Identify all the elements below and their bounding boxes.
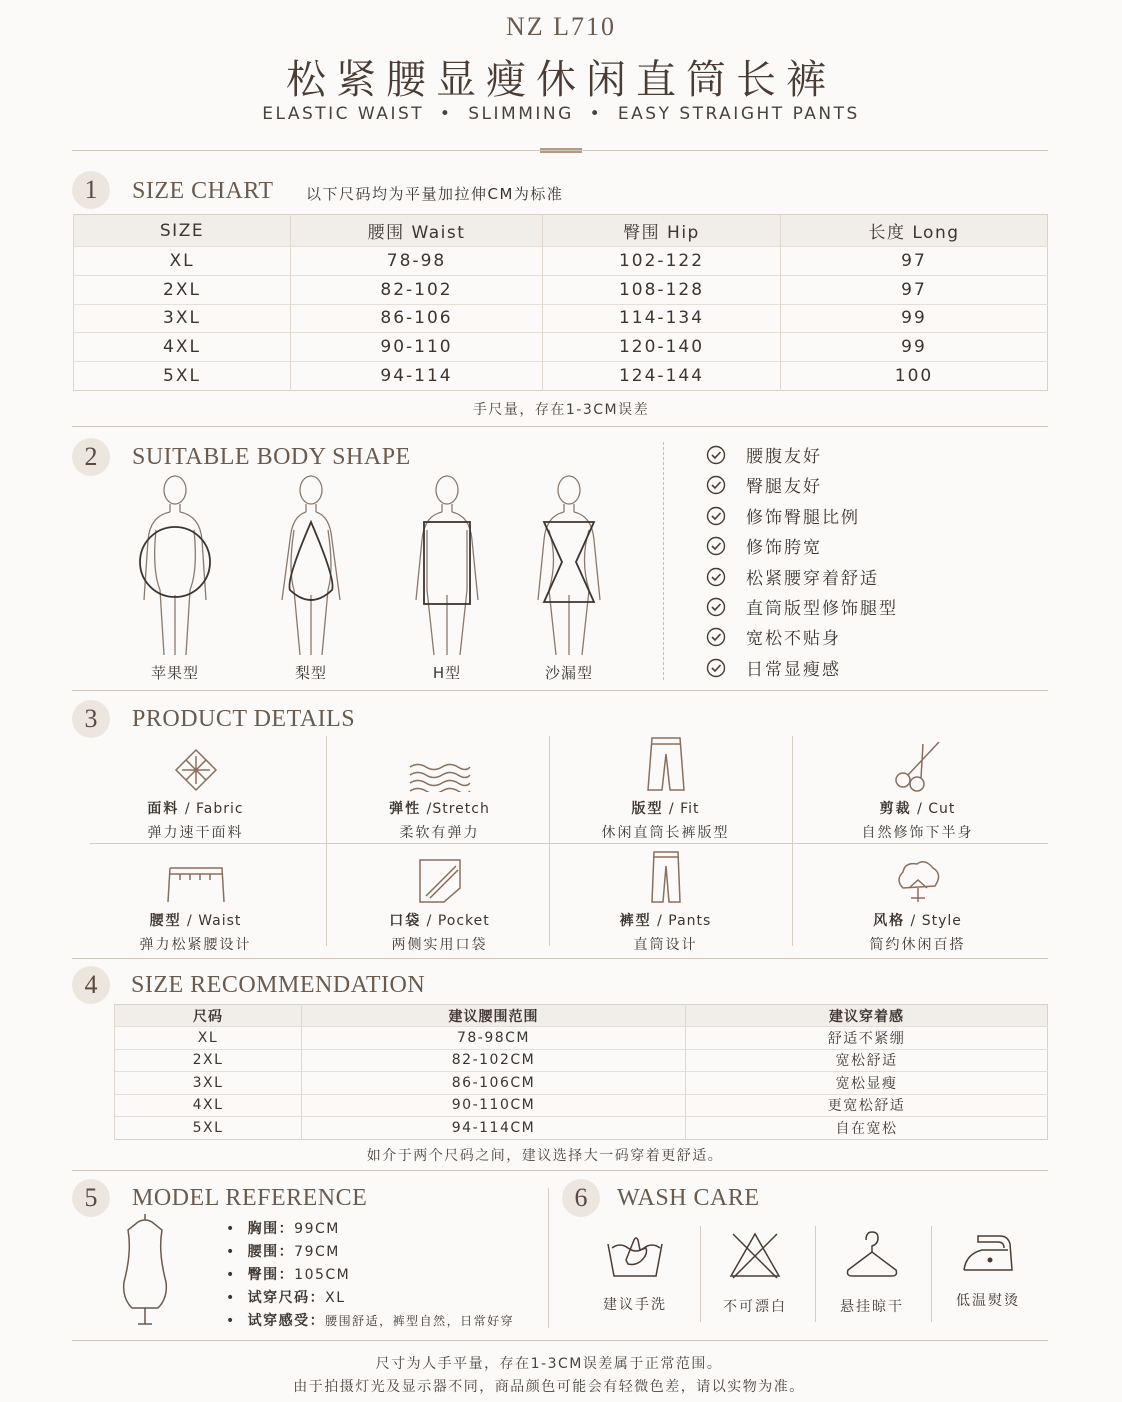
wash-label: 悬挂晾干 [840,1299,904,1315]
no-bleach-icon [727,1230,783,1280]
detail-title-en: / Waist [187,913,242,929]
wash-item [814,1230,930,1316]
table-row [115,1094,1048,1117]
column-header: SIZE [74,215,291,247]
detail-title-en: / Fit [668,801,700,817]
table-cell: 94-114 [291,362,543,391]
divider [72,690,1048,691]
detail-desc: 简约休闲百搭 [869,937,966,953]
detail-title: 腰型 [149,913,182,929]
feature-item [706,472,822,497]
size-chart-footnote: 手尺量，存在1-3CM误差 [472,402,650,418]
detail-fabric [74,730,317,842]
straight-pants-icon [650,850,682,904]
detail-title-en: / Cut [917,801,956,817]
table-cell: 114-134 [543,304,781,333]
table-row [74,275,1048,304]
table-cell: 86-106 [291,304,543,333]
table-cell: 100 [781,362,1048,391]
column-header: 长度 Long [781,215,1048,247]
table-cell: XL [74,247,291,276]
column-header: 臀围 Hip [543,215,781,247]
table-cell: XL [115,1027,302,1050]
hourglass-shape-figure-icon [524,470,614,660]
table-cell: 90-110CM [302,1094,686,1117]
detail-title: 裤型 [619,913,652,929]
table-cell: 宽松显瘦 [686,1072,1048,1095]
measure-key: 试穿尺码： [247,1290,326,1306]
section-title: PRODUCT DETAILS [132,706,356,732]
pocket-icon [418,858,462,904]
table-row [74,362,1048,391]
h-shape-figure-icon [402,470,492,660]
measure-value: 腰围舒适，裤型自然，日常好穿 [325,1314,515,1328]
detail-title: 弹性 [389,801,422,817]
measure-value: 79CM [294,1244,340,1260]
measure-value: XL [325,1290,346,1306]
feature-label: 日常显瘦感 [746,660,841,680]
detail-desc: 弹力速干面料 [147,825,244,841]
fabric-knot-icon [172,748,220,792]
table-cell: 宽松舒适 [686,1049,1048,1072]
table-row [115,1072,1048,1095]
divider [72,958,1048,959]
table-cell: 78-98CM [302,1027,686,1050]
wash-label: 不可漂白 [723,1299,787,1315]
table-cell: 4XL [74,333,291,362]
dress-form-icon [118,1212,172,1328]
size-recommendation-table [114,1004,1048,1140]
feature-item [706,533,822,558]
table-cell: 2XL [115,1049,302,1072]
section-number: 1 [72,171,110,209]
check-circle-icon [706,597,726,617]
table-row [74,247,1048,276]
divider [72,150,1048,151]
check-circle-icon [706,506,726,526]
measure-key: 腰围： [247,1244,295,1260]
check-circle-icon [706,475,726,495]
detail-title-en: / Pants [657,913,712,929]
model-measurement: • 臀围：105CM [226,1267,351,1283]
wash-label: 建议手洗 [603,1297,667,1313]
table-cell: 86-106CM [302,1072,686,1095]
table-row [74,304,1048,333]
footer-note-2: 由于拍摄灯光及显示器不同，商品颜色可能会有轻微色差，请以实物为准。 [293,1379,805,1395]
table-row [74,333,1048,362]
detail-desc: 两侧实用口袋 [391,937,488,953]
size-rec-footnote: 如介于两个尺码之间，建议选择大一码穿着更舒适。 [366,1148,724,1164]
check-circle-icon [706,658,726,678]
table-cell: 3XL [74,304,291,333]
feature-label: 直筒版型修饰腿型 [746,599,898,619]
shape-label-h: H型 [432,664,462,682]
section-number: 4 [72,966,110,1004]
section-number: 5 [72,1179,110,1217]
feature-item [706,655,841,680]
detail-pants [544,842,787,954]
table-cell: 3XL [115,1072,302,1095]
feature-label: 修饰臀腿比例 [746,508,860,528]
measure-value: 99CM [294,1221,340,1237]
detail-title-en: / Fabric [184,801,244,817]
table-cell: 102-122 [543,247,781,276]
table-cell: 82-102 [291,275,543,304]
divider [72,426,1048,427]
wash-item [577,1230,693,1314]
wash-item [697,1230,813,1316]
grid-divider [792,736,793,946]
low-iron-icon [960,1230,1016,1274]
size-chart-note: 以下尺码均为平量加拉伸CM为标准 [306,185,564,203]
feature-label: 臀腿友好 [746,477,822,497]
section-number: 2 [72,438,110,476]
column-header: 建议穿着感 [686,1005,1048,1027]
hand-wash-icon [606,1230,664,1278]
apple-shape-figure-icon [130,470,220,660]
table-cell: 120-140 [543,333,781,362]
size-chart-table [73,214,1048,391]
section-title: SIZE CHART [132,178,274,204]
detail-style [796,842,1039,954]
section-divider-dashed [663,442,664,680]
table-cell: 97 [781,275,1048,304]
model-measurement: • 试穿尺码：XL [226,1290,346,1306]
detail-title: 风格 [873,913,906,929]
detail-waist [74,842,317,954]
table-cell: 82-102CM [302,1049,686,1072]
detail-desc: 休闲直筒长裤版型 [601,825,730,841]
detail-title: 口袋 [389,913,422,929]
measure-key: 胸围： [247,1221,295,1237]
detail-title: 剪裁 [879,801,912,817]
detail-title-en: / Style [910,913,962,929]
wash-item [930,1230,1046,1310]
feature-item [706,503,860,528]
detail-title-en: / Pocket [426,913,490,929]
check-circle-icon [706,445,726,465]
page-subtitle: ELASTIC WAIST • SLIMMING • EASY STRAIGHT PANTS [262,104,860,124]
section-number: 3 [72,700,110,738]
check-circle-icon [706,627,726,647]
section-title: SIZE RECOMMENDATION [131,972,426,998]
feature-label: 宽松不贴身 [746,629,841,649]
measure-key: 试穿感受： [247,1313,326,1329]
scissors-icon [893,738,943,792]
divider [72,1170,1048,1171]
shape-label-pear: 梨型 [294,664,327,682]
detail-title-en: /Stretch [426,801,490,817]
table-cell: 更宽松舒适 [686,1094,1048,1117]
product-code: NZ L710 [505,12,617,41]
feature-item [706,624,841,649]
check-circle-icon [706,536,726,556]
page-title: 松紧腰显瘦休闲直筒长裤 [286,57,836,103]
detail-pocket [318,842,561,954]
table-cell: 99 [781,304,1048,333]
divider [72,1340,1048,1341]
table-cell: 97 [781,247,1048,276]
column-header: 腰围 Waist [291,215,543,247]
column-header: 建议腰围范围 [302,1005,686,1027]
detail-title: 面料 [147,801,180,817]
detail-stretch [318,730,561,842]
feature-item [706,442,822,467]
hang-dry-icon [844,1230,900,1280]
feature-item [706,594,898,619]
pear-shape-figure-icon [266,470,356,660]
shape-label-apple: 苹果型 [150,664,199,682]
detail-desc: 柔软有弹力 [399,825,480,841]
cotton-icon [893,858,943,904]
table-cell: 108-128 [543,275,781,304]
table-cell: 2XL [74,275,291,304]
table-cell: 自在宽松 [686,1117,1048,1140]
shape-label-hourglass: 沙漏型 [544,664,593,682]
feature-label: 修饰胯宽 [746,538,822,558]
table-cell: 5XL [74,362,291,391]
wash-label: 低温熨烫 [956,1293,1020,1309]
table-cell: 90-110 [291,333,543,362]
column-header: 尺码 [115,1005,302,1027]
table-cell: 124-144 [543,362,781,391]
table-cell: 78-98 [291,247,543,276]
detail-desc: 弹力松紧腰设计 [139,937,252,953]
detail-fit [544,730,787,842]
stretch-waves-icon [408,762,472,792]
table-cell: 4XL [115,1094,302,1117]
detail-cut [796,730,1039,842]
feature-item [706,564,879,589]
footer-note-1: 尺寸为人手平量，存在1-3CM误差属于正常范围。 [375,1356,723,1372]
detail-title: 版型 [631,801,664,817]
table-cell: 94-114CM [302,1117,686,1140]
table-cell: 99 [781,333,1048,362]
table-row [115,1117,1048,1140]
table-row [115,1049,1048,1072]
waistband-icon [166,864,226,904]
pants-fit-icon [646,736,686,792]
measure-key: 臀围： [247,1267,295,1283]
section-title: SUITABLE BODY SHAPE [132,444,411,470]
model-measurement: • 试穿感受：腰围舒适，裤型自然，日常好穿 [226,1313,515,1329]
model-measurement: • 胸围：99CM [226,1221,340,1237]
section-title: WASH CARE [617,1185,760,1211]
feature-label: 松紧腰穿着舒适 [746,569,879,589]
section-divider [548,1188,549,1328]
detail-desc: 自然修饰下半身 [861,825,974,841]
section-title: MODEL REFERENCE [132,1185,368,1211]
check-circle-icon [706,567,726,587]
model-measurement: • 腰围：79CM [226,1244,340,1260]
table-row [115,1027,1048,1050]
table-cell: 舒适不紧绷 [686,1027,1048,1050]
detail-desc: 直筒设计 [633,937,698,953]
feature-label: 腰腹友好 [746,447,822,467]
measure-value: 105CM [294,1267,351,1283]
table-cell: 5XL [115,1117,302,1140]
section-number: 6 [562,1179,600,1217]
